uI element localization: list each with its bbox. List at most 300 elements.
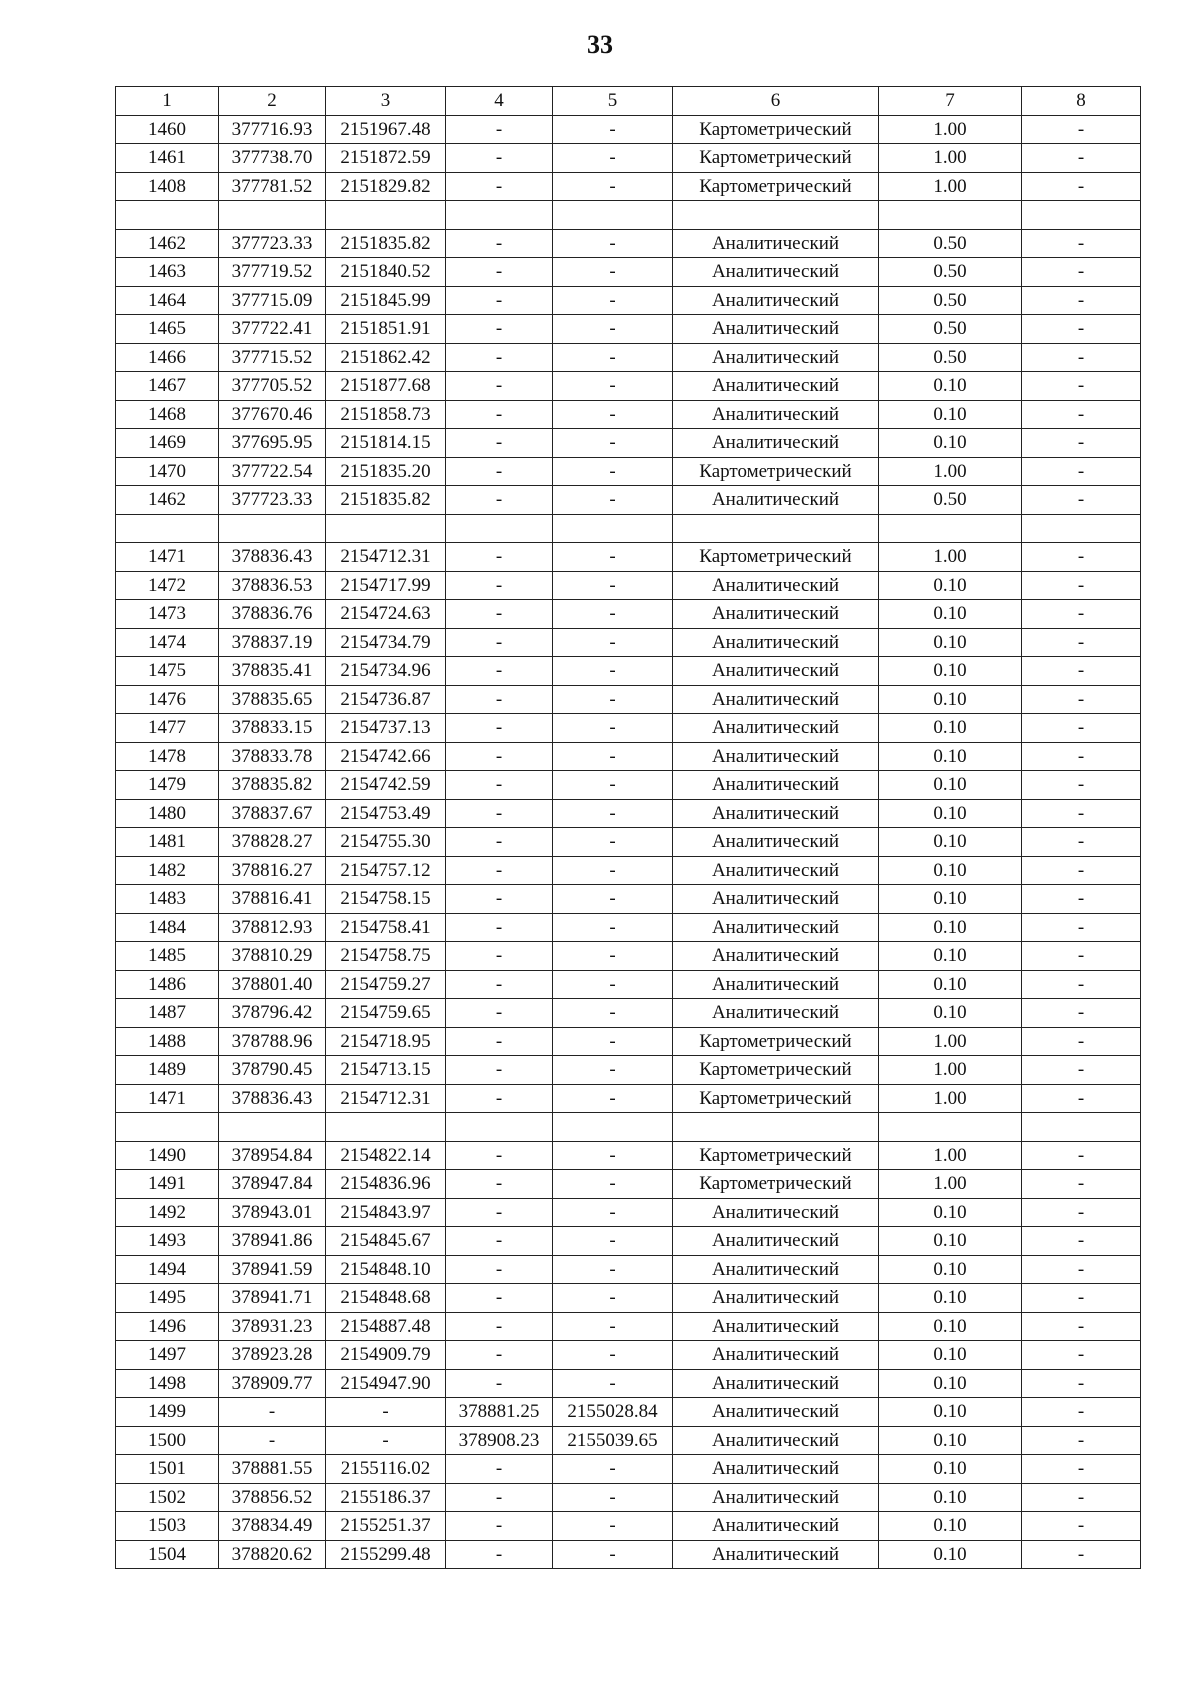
table-cell: 1494 (116, 1255, 219, 1284)
table-cell: - (446, 315, 553, 344)
table-cell: - (1022, 1455, 1141, 1484)
table-row (116, 372, 1141, 401)
table-cell: 1502 (116, 1483, 219, 1512)
table-row (116, 1455, 1141, 1484)
table-cell: 2154734.79 (326, 628, 446, 657)
table-cell: 2154734.96 (326, 657, 446, 686)
table-cell: 1462 (116, 229, 219, 258)
table-cell: 2154713.15 (326, 1056, 446, 1085)
table-cell: 2151835.82 (326, 486, 446, 515)
table-cell: 0.10 (879, 1369, 1022, 1398)
table-cell: - (446, 1540, 553, 1569)
table-row (116, 657, 1141, 686)
table-cell: 2154759.27 (326, 970, 446, 999)
table-cell: - (553, 486, 673, 515)
table-cell: - (219, 1398, 326, 1427)
separator-row (116, 514, 1141, 543)
table-cell: 377716.93 (219, 115, 326, 144)
table-cell: - (1022, 1227, 1141, 1256)
table-cell: - (553, 1141, 673, 1170)
table-row (116, 1056, 1141, 1085)
table-cell: - (446, 1255, 553, 1284)
table-cell: 1497 (116, 1341, 219, 1370)
table-cell: - (1022, 885, 1141, 914)
table-cell: - (1022, 1084, 1141, 1113)
table-cell: 378954.84 (219, 1141, 326, 1170)
table-cell: 1471 (116, 1084, 219, 1113)
table-cell: 2151845.99 (326, 286, 446, 315)
table-cell: 2154718.95 (326, 1027, 446, 1056)
table-cell: 0.10 (879, 970, 1022, 999)
table-cell: 2154836.96 (326, 1170, 446, 1199)
table-cell: Аналитический (673, 913, 879, 942)
table-cell: 1492 (116, 1198, 219, 1227)
table-cell: - (446, 970, 553, 999)
table-cell: - (446, 1170, 553, 1199)
table-cell: - (1022, 343, 1141, 372)
table-cell: 2154712.31 (326, 1084, 446, 1113)
table-row (116, 1170, 1141, 1199)
table-row (116, 1426, 1141, 1455)
table-cell: 2154822.14 (326, 1141, 446, 1170)
table-cell: - (553, 1512, 673, 1541)
column-number-cell: 5 (553, 87, 673, 116)
table-cell: 2154947.90 (326, 1369, 446, 1398)
table-cell: 0.10 (879, 1426, 1022, 1455)
table-row (116, 486, 1141, 515)
table-cell: - (326, 1398, 446, 1427)
table-cell (219, 201, 326, 230)
table-row (116, 1255, 1141, 1284)
table-cell: 1.00 (879, 1141, 1022, 1170)
table-cell: 1493 (116, 1227, 219, 1256)
table-cell: - (553, 571, 673, 600)
table-cell (673, 201, 879, 230)
table-cell: 2155028.84 (553, 1398, 673, 1427)
table-cell: Аналитический (673, 828, 879, 857)
table-cell: 2154717.99 (326, 571, 446, 600)
table-cell: 2154712.31 (326, 543, 446, 572)
table-cell: - (553, 685, 673, 714)
table-cell: 1479 (116, 771, 219, 800)
table-cell: 2155186.37 (326, 1483, 446, 1512)
table-row (116, 970, 1141, 999)
table-cell: - (446, 258, 553, 287)
table-cell: 378834.49 (219, 1512, 326, 1541)
table-cell: 2154742.66 (326, 742, 446, 771)
table-cell: 1.00 (879, 115, 1022, 144)
table-cell: 0.10 (879, 742, 1022, 771)
table-cell: - (1022, 258, 1141, 287)
table-cell: 0.50 (879, 343, 1022, 372)
table-cell: 0.50 (879, 286, 1022, 315)
table-cell: Аналитический (673, 1284, 879, 1313)
table-cell: - (553, 144, 673, 173)
table-cell: 1480 (116, 799, 219, 828)
column-number-cell: 2 (219, 87, 326, 116)
table-cell: 2154887.48 (326, 1312, 446, 1341)
table-cell: 1470 (116, 457, 219, 486)
table-row (116, 1341, 1141, 1370)
table-cell: 0.10 (879, 372, 1022, 401)
table-cell: 2154758.75 (326, 942, 446, 971)
table-cell (673, 1113, 879, 1142)
table-row (116, 600, 1141, 629)
table-cell: - (553, 1341, 673, 1370)
table-cell: 2154742.59 (326, 771, 446, 800)
table-cell: - (446, 1312, 553, 1341)
table-cell: - (1022, 486, 1141, 515)
table-cell: 377719.52 (219, 258, 326, 287)
table-row (116, 1369, 1141, 1398)
table-cell: - (1022, 571, 1141, 600)
table-row (116, 1512, 1141, 1541)
table-cell: - (446, 600, 553, 629)
table-cell: 2151877.68 (326, 372, 446, 401)
table-cell: - (446, 372, 553, 401)
table-row (116, 172, 1141, 201)
table-cell: - (446, 999, 553, 1028)
table-row (116, 144, 1141, 173)
table-cell: - (446, 343, 553, 372)
table-cell (1022, 201, 1141, 230)
table-row (116, 771, 1141, 800)
table-row (116, 999, 1141, 1028)
table-cell: 1477 (116, 714, 219, 743)
table-cell: - (553, 1455, 673, 1484)
table-cell: 2151851.91 (326, 315, 446, 344)
table-cell (219, 514, 326, 543)
table-cell: 0.10 (879, 999, 1022, 1028)
table-cell: Аналитический (673, 742, 879, 771)
table-cell: - (1022, 799, 1141, 828)
table-cell: 0.10 (879, 657, 1022, 686)
table-cell: - (553, 628, 673, 657)
coordinates-table (115, 86, 1141, 1569)
table-cell: - (1022, 1141, 1141, 1170)
column-number-cell: 7 (879, 87, 1022, 116)
table-cell (673, 514, 879, 543)
table-row (116, 258, 1141, 287)
table-cell: 1487 (116, 999, 219, 1028)
table-cell: 378941.71 (219, 1284, 326, 1313)
table-row (116, 1540, 1141, 1569)
table-cell: 1463 (116, 258, 219, 287)
table-cell: - (1022, 1198, 1141, 1227)
table-cell: - (553, 799, 673, 828)
table-cell: - (1022, 628, 1141, 657)
table-cell: 1501 (116, 1455, 219, 1484)
table-cell: - (553, 229, 673, 258)
table-cell: 0.10 (879, 1483, 1022, 1512)
table-cell: - (446, 1284, 553, 1313)
table-cell: 0.10 (879, 913, 1022, 942)
table-row (116, 457, 1141, 486)
table-cell: 0.50 (879, 315, 1022, 344)
table-cell: 0.10 (879, 1398, 1022, 1427)
table-cell: 1490 (116, 1141, 219, 1170)
table-cell (1022, 1113, 1141, 1142)
table-cell: Аналитический (673, 258, 879, 287)
table-cell: Аналитический (673, 286, 879, 315)
table-cell: 377715.09 (219, 286, 326, 315)
table-cell: 2154755.30 (326, 828, 446, 857)
table-cell: 2154753.49 (326, 799, 446, 828)
table-row (116, 742, 1141, 771)
table-cell (553, 201, 673, 230)
table-cell: - (446, 771, 553, 800)
table-cell: 1474 (116, 628, 219, 657)
table-cell: - (326, 1426, 446, 1455)
table-cell: - (446, 486, 553, 515)
table-cell: - (1022, 429, 1141, 458)
table-cell: 0.10 (879, 429, 1022, 458)
table-cell (879, 1113, 1022, 1142)
table-cell: 378909.77 (219, 1369, 326, 1398)
table-cell: - (1022, 828, 1141, 857)
table-cell: 377695.95 (219, 429, 326, 458)
table-cell: 377670.46 (219, 400, 326, 429)
table-row (116, 628, 1141, 657)
table-cell: - (1022, 1483, 1141, 1512)
table-cell: Аналитический (673, 856, 879, 885)
table-cell: 1504 (116, 1540, 219, 1569)
table-cell: - (553, 172, 673, 201)
table-cell (116, 201, 219, 230)
table-cell: 1476 (116, 685, 219, 714)
table-cell: - (553, 1312, 673, 1341)
table-cell (446, 1113, 553, 1142)
table-cell: Аналитический (673, 571, 879, 600)
table-cell: 0.50 (879, 258, 1022, 287)
table-row (116, 1398, 1141, 1427)
table-cell: Аналитический (673, 1341, 879, 1370)
table-cell: Картометрический (673, 115, 879, 144)
table-cell: - (1022, 144, 1141, 173)
table-cell: - (1022, 714, 1141, 743)
table-cell: - (553, 429, 673, 458)
table-cell: - (1022, 1398, 1141, 1427)
table-cell: - (1022, 372, 1141, 401)
table-cell (879, 201, 1022, 230)
table-row (116, 1227, 1141, 1256)
table-cell: 0.10 (879, 771, 1022, 800)
table-cell: 0.10 (879, 1512, 1022, 1541)
table-cell: 378816.41 (219, 885, 326, 914)
table-cell: 2151872.59 (326, 144, 446, 173)
table-row (116, 286, 1141, 315)
table-cell: - (553, 286, 673, 315)
table-cell: - (1022, 172, 1141, 201)
table-cell: 1499 (116, 1398, 219, 1427)
table-cell: 0.10 (879, 828, 1022, 857)
table-cell: - (1022, 856, 1141, 885)
table-cell: 377738.70 (219, 144, 326, 173)
table-cell: 378828.27 (219, 828, 326, 857)
table-cell: - (446, 229, 553, 258)
separator-row (116, 201, 1141, 230)
table-cell: 1467 (116, 372, 219, 401)
table-cell: 0.50 (879, 486, 1022, 515)
table-row (116, 1284, 1141, 1313)
table-cell: - (553, 1227, 673, 1256)
table-cell: - (553, 714, 673, 743)
table-cell: 377781.52 (219, 172, 326, 201)
table-cell: 1503 (116, 1512, 219, 1541)
table-cell: - (1022, 1056, 1141, 1085)
table-cell: Картометрический (673, 1141, 879, 1170)
table-cell: 2154724.63 (326, 600, 446, 629)
table-cell: 2151967.48 (326, 115, 446, 144)
table-cell: - (1022, 913, 1141, 942)
table-cell: - (553, 856, 673, 885)
table-cell: 2154759.65 (326, 999, 446, 1028)
table-cell: 1468 (116, 400, 219, 429)
table-cell: - (553, 1369, 673, 1398)
table-cell: - (446, 856, 553, 885)
table-cell: Картометрический (673, 457, 879, 486)
table-cell: 1465 (116, 315, 219, 344)
table-cell: - (553, 400, 673, 429)
table-cell: - (1022, 1284, 1141, 1313)
table-cell: - (1022, 942, 1141, 971)
table-cell: 1475 (116, 657, 219, 686)
table-cell: 1478 (116, 742, 219, 771)
table-cell: - (446, 1198, 553, 1227)
table-cell: 1.00 (879, 1056, 1022, 1085)
table-cell: - (1022, 970, 1141, 999)
table-cell: - (446, 1455, 553, 1484)
table-cell: - (1022, 115, 1141, 144)
table-row (116, 1084, 1141, 1113)
table-cell: Аналитический (673, 400, 879, 429)
table-cell: 0.10 (879, 885, 1022, 914)
table-cell: - (446, 799, 553, 828)
table-cell: 1500 (116, 1426, 219, 1455)
table-cell: 378947.84 (219, 1170, 326, 1199)
table-cell (446, 201, 553, 230)
table-cell: 378835.65 (219, 685, 326, 714)
table-cell: - (553, 1027, 673, 1056)
table-cell: Картометрический (673, 1027, 879, 1056)
table-cell: 2154758.15 (326, 885, 446, 914)
table-cell: 1460 (116, 115, 219, 144)
table-cell: 1.00 (879, 172, 1022, 201)
table-row (116, 400, 1141, 429)
table-cell: - (446, 685, 553, 714)
table-cell: 0.10 (879, 1284, 1022, 1313)
table-row (116, 543, 1141, 572)
table-row (116, 1483, 1141, 1512)
table-cell: 378810.29 (219, 942, 326, 971)
table-cell: Аналитический (673, 229, 879, 258)
table-cell: 377705.52 (219, 372, 326, 401)
table-cell: - (446, 1141, 553, 1170)
table-cell (553, 514, 673, 543)
table-cell: 1481 (116, 828, 219, 857)
table-cell: 2151840.52 (326, 258, 446, 287)
table-cell: 1.00 (879, 1170, 1022, 1199)
table-cell (553, 1113, 673, 1142)
table-cell: 378836.76 (219, 600, 326, 629)
table-cell: 1469 (116, 429, 219, 458)
table-cell: Аналитический (673, 999, 879, 1028)
table-cell: Аналитический (673, 1398, 879, 1427)
table-cell: - (1022, 1426, 1141, 1455)
table-cell: - (446, 1341, 553, 1370)
table-row (116, 885, 1141, 914)
table-cell: 378801.40 (219, 970, 326, 999)
table-cell: - (1022, 1312, 1141, 1341)
table-cell: Аналитический (673, 372, 879, 401)
table-cell: 1495 (116, 1284, 219, 1313)
table-cell: - (553, 970, 673, 999)
table-cell: - (1022, 286, 1141, 315)
table-cell: - (553, 1540, 673, 1569)
table-cell: Картометрический (673, 144, 879, 173)
table-cell: 1482 (116, 856, 219, 885)
table-cell: 378941.59 (219, 1255, 326, 1284)
table-cell: 378788.96 (219, 1027, 326, 1056)
table-cell: 1.00 (879, 144, 1022, 173)
table-cell (116, 1113, 219, 1142)
table-row (116, 429, 1141, 458)
table-cell: - (553, 1284, 673, 1313)
table-cell: Аналитический (673, 1312, 879, 1341)
table-cell: - (1022, 1170, 1141, 1199)
table-cell: 0.10 (879, 1255, 1022, 1284)
table-cell: Аналитический (673, 1483, 879, 1512)
table-cell: 1472 (116, 571, 219, 600)
table-cell: 378796.42 (219, 999, 326, 1028)
table-cell: 0.10 (879, 685, 1022, 714)
page-number: 33 (587, 30, 613, 59)
table-cell: Аналитический (673, 1540, 879, 1569)
table-cell: 1.00 (879, 543, 1022, 572)
table-cell: 378837.67 (219, 799, 326, 828)
table-cell: 2154757.12 (326, 856, 446, 885)
table-cell: 2154909.79 (326, 1341, 446, 1370)
table-cell: 1498 (116, 1369, 219, 1398)
table-cell: 378835.41 (219, 657, 326, 686)
table-cell: - (553, 999, 673, 1028)
table-cell: Аналитический (673, 799, 879, 828)
table-cell: - (446, 1056, 553, 1085)
table-cell: 1462 (116, 486, 219, 515)
table-cell: Аналитический (673, 714, 879, 743)
table-cell: 0.10 (879, 1540, 1022, 1569)
table-cell: 377722.54 (219, 457, 326, 486)
table-row (116, 1141, 1141, 1170)
table-cell: Аналитический (673, 885, 879, 914)
table-cell: 0.10 (879, 1198, 1022, 1227)
table-cell: 378835.82 (219, 771, 326, 800)
table-cell: 378833.15 (219, 714, 326, 743)
table-cell: - (1022, 771, 1141, 800)
table-cell: 2154848.10 (326, 1255, 446, 1284)
table-cell: Аналитический (673, 771, 879, 800)
table-cell: - (553, 742, 673, 771)
table-cell: 2151829.82 (326, 172, 446, 201)
table-cell: 378812.93 (219, 913, 326, 942)
table-cell: 1408 (116, 172, 219, 201)
table-cell: - (446, 1483, 553, 1512)
table-row (116, 571, 1141, 600)
table-cell: Картометрический (673, 1170, 879, 1199)
table-cell: 0.10 (879, 1341, 1022, 1370)
table-cell: - (553, 457, 673, 486)
table-cell: - (553, 1084, 673, 1113)
